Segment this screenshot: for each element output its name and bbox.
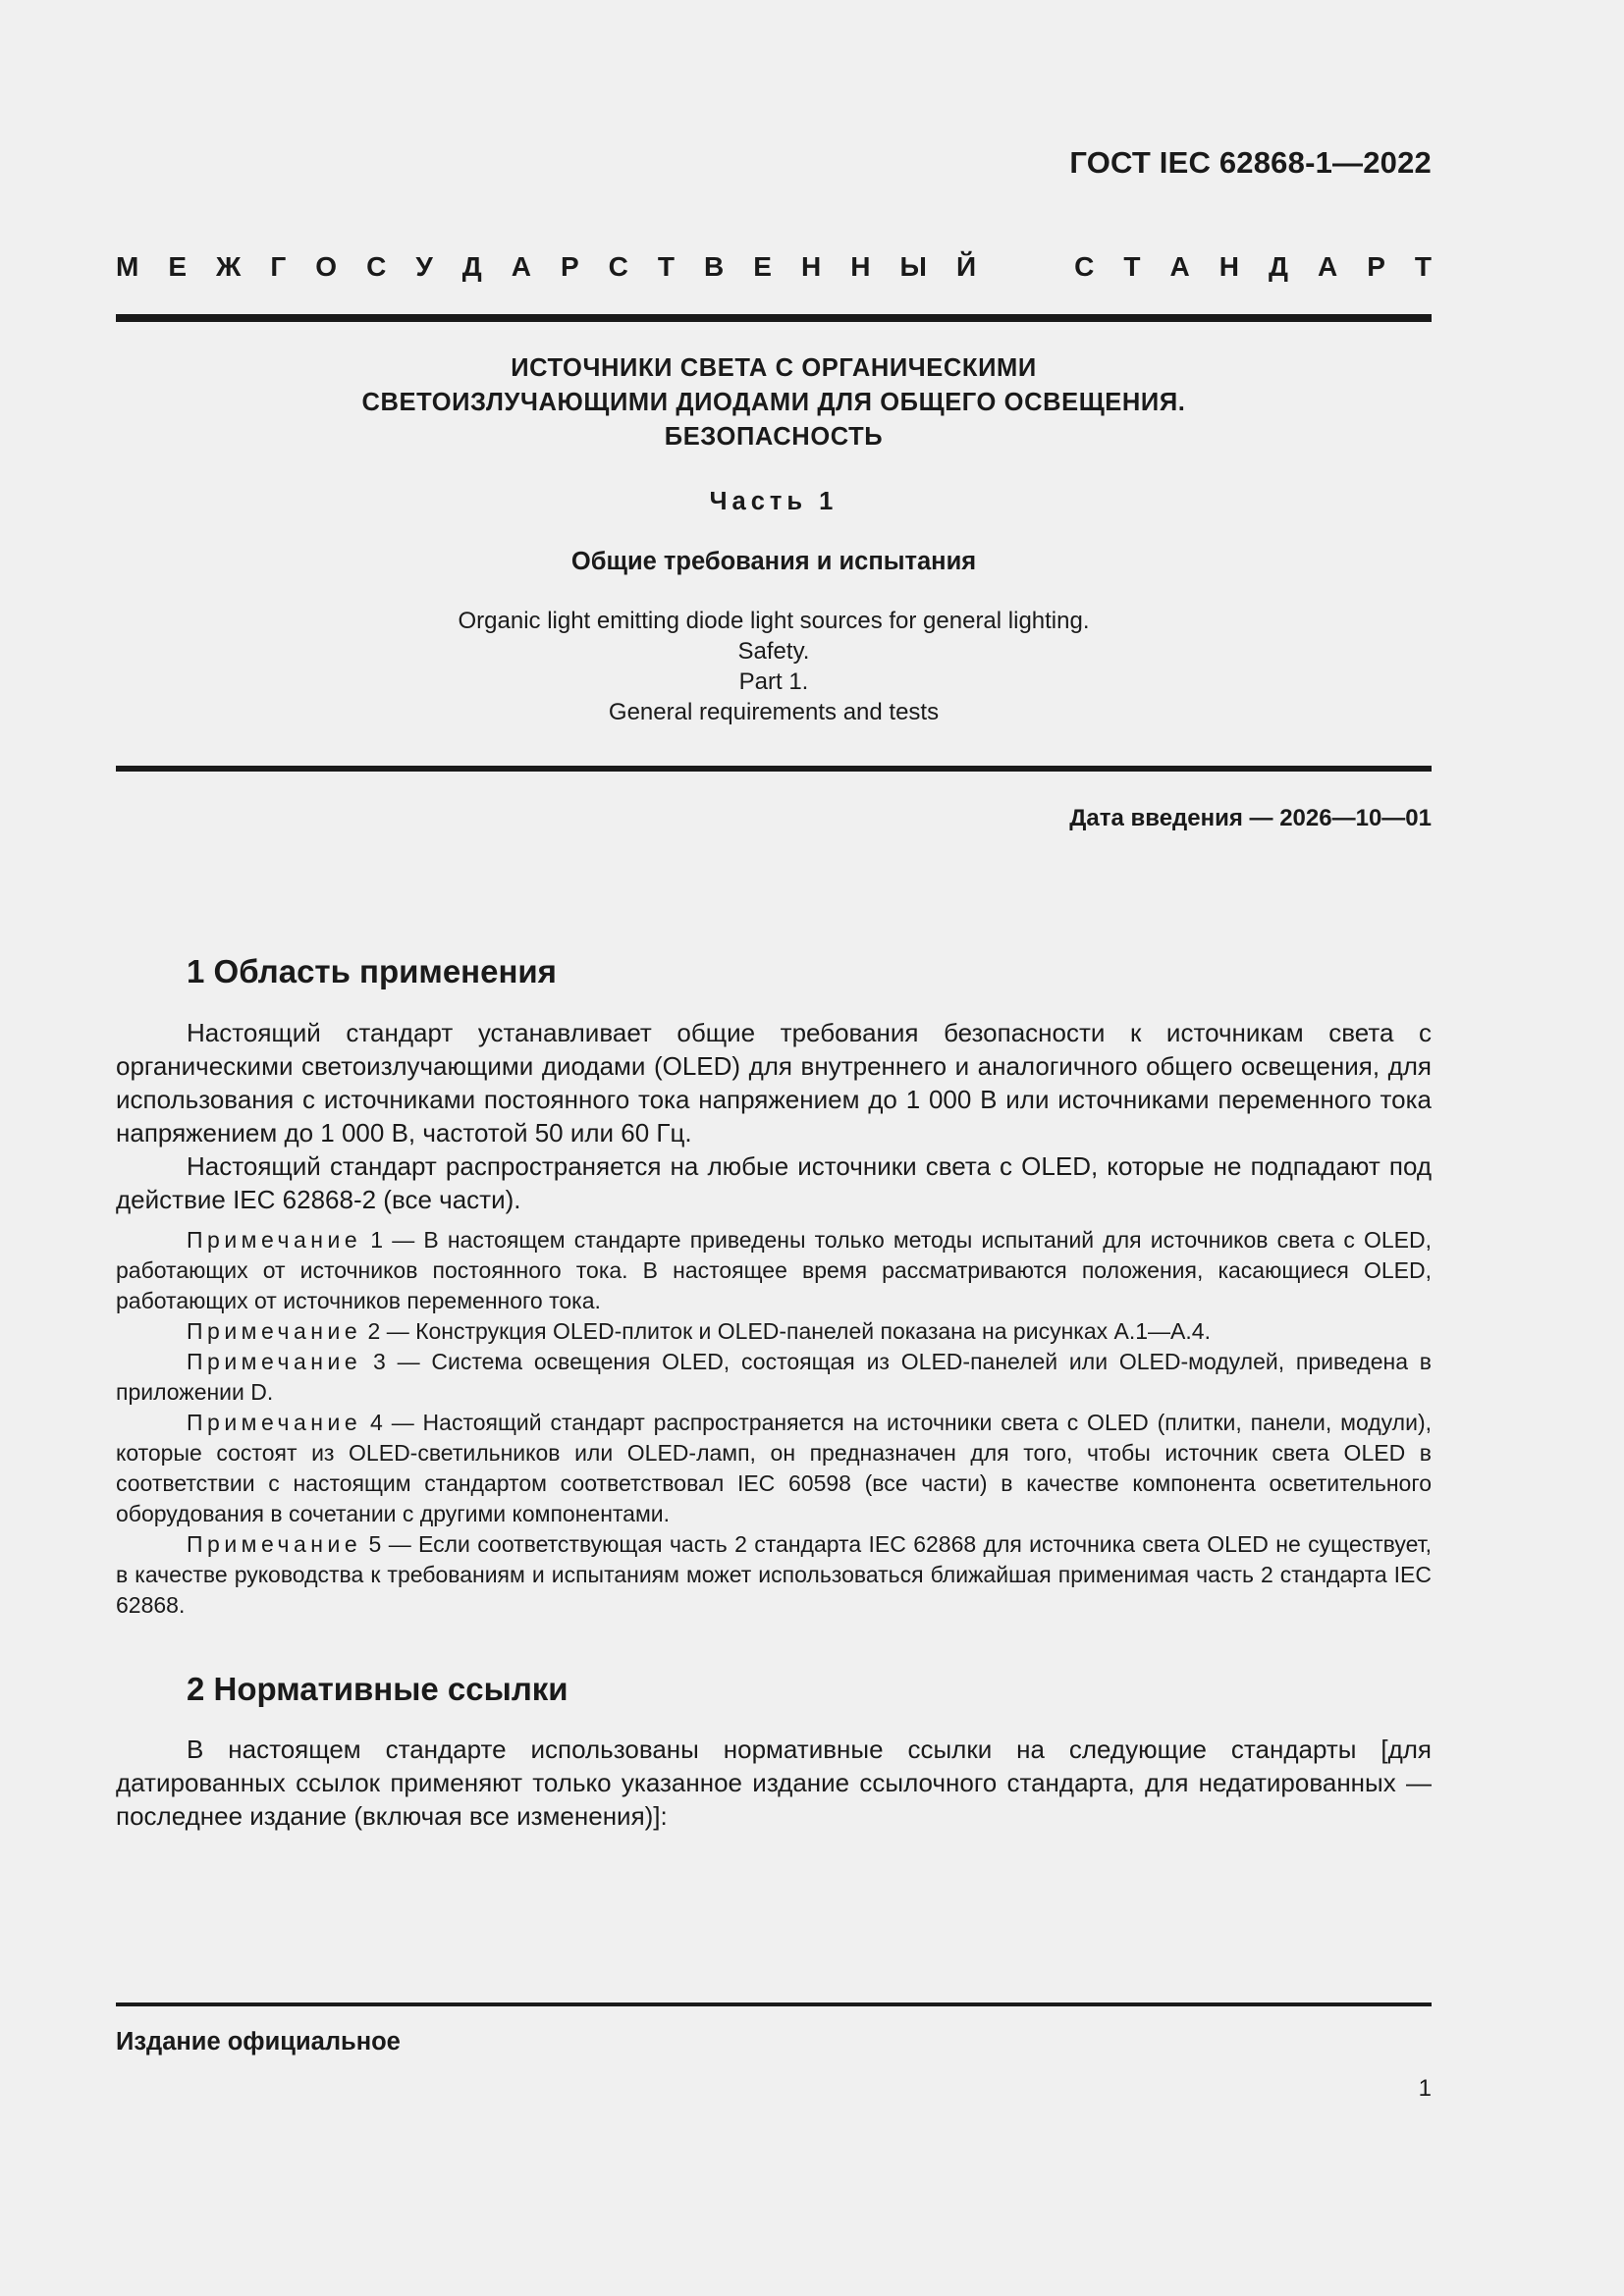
banner-letter: А bbox=[511, 251, 531, 282]
note-label: Примечание bbox=[187, 1531, 362, 1557]
section-2-body bbox=[116, 1733, 1432, 1833]
edition-label: Издание официальное bbox=[116, 2028, 401, 2056]
note-label: Примечание bbox=[187, 1227, 362, 1253]
english-title-line: Organic light emitting diode light sources for general lighting. bbox=[458, 608, 1090, 634]
paragraph: Настоящий стандарт устанавливает общие требования безопасности к источникам света с органическими светоизлучающими диодами (OLED) для внутреннего и аналогичного общего освещения, для использования с источниками постоянного тока напряжением до 1 000 В или источниками переменного тока напряжением до 1 000 В, частотой 50 или 60 Гц. bbox=[116, 1018, 1432, 1148]
banner-letter: Г bbox=[270, 251, 287, 282]
note bbox=[116, 1225, 1432, 1316]
banner-letter: Й bbox=[955, 251, 977, 282]
note bbox=[116, 1529, 1432, 1621]
english-title-line: Safety. bbox=[737, 638, 810, 665]
document-title bbox=[116, 351, 1432, 454]
banner-letter: А bbox=[1169, 251, 1190, 282]
section-2-heading: 2 Нормативные ссылки bbox=[187, 1671, 568, 1707]
banner-letter: А bbox=[1317, 251, 1338, 282]
note bbox=[116, 1408, 1432, 1529]
banner-letter: Т bbox=[1123, 251, 1141, 282]
note bbox=[116, 1347, 1432, 1408]
banner-letter: Н bbox=[801, 251, 822, 282]
banner-letter: Т bbox=[657, 251, 676, 282]
section-1-heading: 1 Область применения bbox=[187, 953, 557, 989]
note-label: Примечание bbox=[187, 1410, 362, 1435]
banner-letter: Ж bbox=[216, 251, 242, 282]
banner-letter: Н bbox=[850, 251, 871, 282]
english-title-line: General requirements and tests bbox=[608, 699, 940, 725]
title-line: ИСТОЧНИКИ СВЕТА С ОРГАНИЧЕСКИМИ bbox=[511, 354, 1037, 382]
notes-block bbox=[116, 1225, 1432, 1621]
document-code: ГОСТ IEC 62868-1—2022 bbox=[1069, 145, 1432, 180]
introduction-date: Дата введения — 2026—10—01 bbox=[1069, 805, 1432, 831]
banner-letter: У bbox=[415, 251, 433, 282]
banner-letter: О bbox=[315, 251, 338, 282]
note-text: — Система освещения OLED, состоящая из OLED-панелей или OLED-модулей, приведена в приложении D. bbox=[116, 1349, 1433, 1405]
banner-word-gap bbox=[1005, 251, 1045, 283]
banner-letter: Р bbox=[560, 251, 579, 282]
header-divider bbox=[116, 314, 1432, 322]
note bbox=[116, 1316, 1432, 1347]
banner-letter: В bbox=[704, 251, 725, 282]
note-number: 3 bbox=[372, 1349, 386, 1374]
note-label: Примечание bbox=[187, 1349, 362, 1374]
english-title-line: Part 1. bbox=[738, 668, 809, 695]
english-title bbox=[116, 606, 1432, 727]
note-label: Примечание bbox=[187, 1318, 362, 1344]
banner-letter: Е bbox=[753, 251, 772, 282]
note-number: 1 bbox=[370, 1227, 384, 1253]
title-line: БЕЗОПАСНОСТЬ bbox=[664, 423, 884, 451]
banner-letter: С bbox=[366, 251, 387, 282]
note-text: — Если соответствующая часть 2 стандарта IEC 62868 для источника света OLED не существует, в качестве руководства к требованиям и испытаниям может использоваться ближайшая применимая часть 2 стандарта IEC 62868. bbox=[116, 1531, 1432, 1618]
note-text: — Конструкция OLED-плиток и OLED-панелей показана на рисунках А.1—А.4. bbox=[386, 1318, 1211, 1344]
title-block bbox=[116, 351, 1432, 727]
note-number: 5 bbox=[368, 1531, 382, 1557]
note-number: 4 bbox=[370, 1410, 383, 1435]
banner-letter: Ы bbox=[899, 251, 927, 282]
banner-letter: С bbox=[608, 251, 628, 282]
banner-letter: Д bbox=[1268, 251, 1288, 282]
page-number: 1 bbox=[1418, 2075, 1432, 2102]
note-text: — В настоящем стандарте приведены только методы испытаний для источников света с OLED, работающих от источников постоянного тока. В настоящее время рассматриваются положения, касающиеся OLED, работающих от источников переменного тока. bbox=[116, 1227, 1432, 1313]
paragraph: Настоящий стандарт распространяется на любые источники света с OLED, которые не подпадают под действие IEC 62868-2 (все части). bbox=[116, 1151, 1432, 1214]
banner-letter: Р bbox=[1367, 251, 1385, 282]
banner-letter: Е bbox=[168, 251, 188, 282]
part-label: Часть 1 bbox=[709, 488, 839, 515]
title-divider bbox=[116, 766, 1432, 772]
part-title: Общие требования и испытания bbox=[570, 548, 977, 575]
banner-letter: М bbox=[116, 251, 139, 282]
section-1-body bbox=[116, 1016, 1432, 1216]
banner-letter: Д bbox=[461, 251, 482, 282]
banner-letter: Т bbox=[1414, 251, 1432, 282]
note-text: — Настоящий стандарт распространяется на источники света с OLED (плитки, панели, модули), которые состоят из OLED-светильников или OLED-ламп, он предназначен для того, чтобы источник света OLED в соответствии с настоящим стандартом соответствовал IEC 60598 (все части) в качестве компонента осветительного оборудования в сочетании с другими компонентами. bbox=[116, 1410, 1432, 1526]
note-number: 2 bbox=[367, 1318, 381, 1344]
banner-letter: С bbox=[1074, 251, 1095, 282]
paragraph: В настоящем стандарте использованы нормативные ссылки на следующие стандарты [для датированных ссылок применяют только указанное издание ссылочного стандарта, для недатированных — последнее издание (включая все изменения)]: bbox=[116, 1735, 1432, 1831]
standard-type-banner bbox=[116, 251, 1432, 283]
footer-divider bbox=[116, 2002, 1432, 2006]
title-line: СВЕТОИЗЛУЧАЮЩИМИ ДИОДАМИ ДЛЯ ОБЩЕГО ОСВЕЩЕНИЯ. bbox=[361, 389, 1186, 416]
banner-letter: Н bbox=[1218, 251, 1239, 282]
document-page bbox=[116, 0, 1432, 2296]
